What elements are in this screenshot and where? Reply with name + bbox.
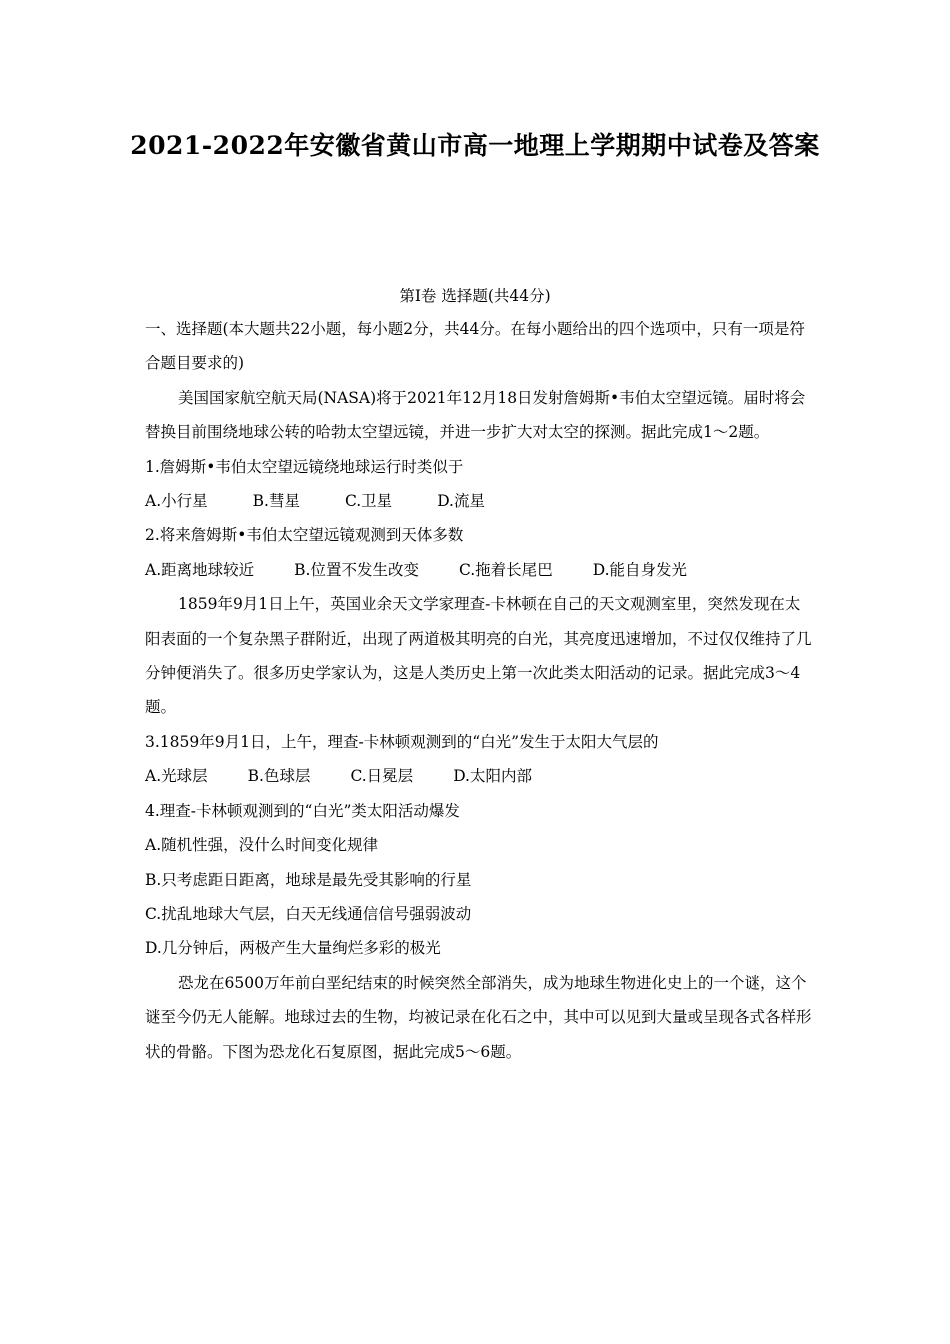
question-3-option-c: C.日冕层	[350, 767, 414, 786]
question-4-stem: 4.理查-卡林顿观测到的“白光”类太阳活动爆发	[145, 801, 460, 820]
question-1-options	[145, 484, 813, 518]
section-heading: 第Ⅰ卷 选择题(共44分)	[399, 287, 551, 305]
question-1-option-c: C.卫星	[344, 492, 393, 511]
question-2-stem: 2.将来詹姆斯•韦伯太空望远镜观测到天体多数	[145, 526, 464, 545]
question-2-options	[145, 553, 813, 587]
question-3-option-d: D.太阳内部	[453, 767, 532, 786]
question-3-options	[145, 759, 813, 793]
question-4-option-c: C.扰乱地球大气层，白天无线通信信号强弱波动	[145, 904, 472, 923]
question-3-option-b: B.色球层	[247, 767, 311, 786]
document-title: 2021-2022年安徽省黄山市高一地理上学期期中试卷及答案	[130, 131, 820, 160]
passage-2: 1859年9月1日上午，英国业余天文学家理查-卡林顿在自己的天文观测室里，突然发现在太阳表面的一个复杂黑子群附近，出现了两道极其明亮的白光，其亮度迅速增加，不过仅仅维持了几分钟便消失了。很多历史学家认为，这是人类历史上第一次此类太阳活动的记录。据此完成3～4题。	[145, 595, 812, 717]
question-2-option-d: D.能自身发光	[592, 560, 688, 579]
question-1-option-a: A.小行星	[145, 492, 208, 511]
question-2-option-a: A.距离地球较近	[145, 560, 255, 579]
question-3-option-a: A.光球层	[145, 767, 208, 786]
question-4-option-d: D.几分钟后，两极产生大量绚烂多彩的极光	[145, 939, 441, 958]
question-4-option-a: A.随机性强，没什么时间变化规律	[145, 836, 379, 855]
question-1-option-b: B.彗星	[252, 492, 300, 511]
question-4-option-b: B.只考虑距日距离，地球是最先受其影响的行星	[145, 870, 472, 889]
passage-1: 美国国家航空航天局(NASA)将于2021年12月18日发射詹姆斯•韦伯太空望远镜。届时将会替换目前围绕地球公转的哈勃太空望远镜，并进一步扩大对太空的探测。据此完成1～2题。	[145, 388, 806, 442]
question-1-stem: 1.詹姆斯•韦伯太空望远镜绕地球运行时类似于	[145, 457, 464, 476]
document-body	[145, 312, 813, 1069]
question-3-stem: 3.1859年9月1日，上午，理查-卡林顿观测到的“白光”发生于太阳大气层的	[145, 732, 659, 751]
section-instructions: 一、选择题(本大题共22小题，每小题2分，共44分。在每小题给出的四个选项中，只有一项是符合题目要求的)	[145, 320, 805, 373]
question-2-option-b: B.位置不发生改变	[294, 560, 419, 579]
passage-3: 恐龙在6500万年前白垩纪结束的时候突然全部消失，成为地球生物进化史上的一个谜，这个谜至今仍无人能解。地球过去的生物，均被记录在化石之中，其中可以见到大量或呈现各式各样形状的骨骼。下图为恐龙化石复原图，据此完成5～6题。	[145, 973, 812, 1061]
question-1-option-d: D.流星	[437, 492, 485, 511]
question-2-option-c: C.拖着长尾巴	[458, 560, 553, 579]
